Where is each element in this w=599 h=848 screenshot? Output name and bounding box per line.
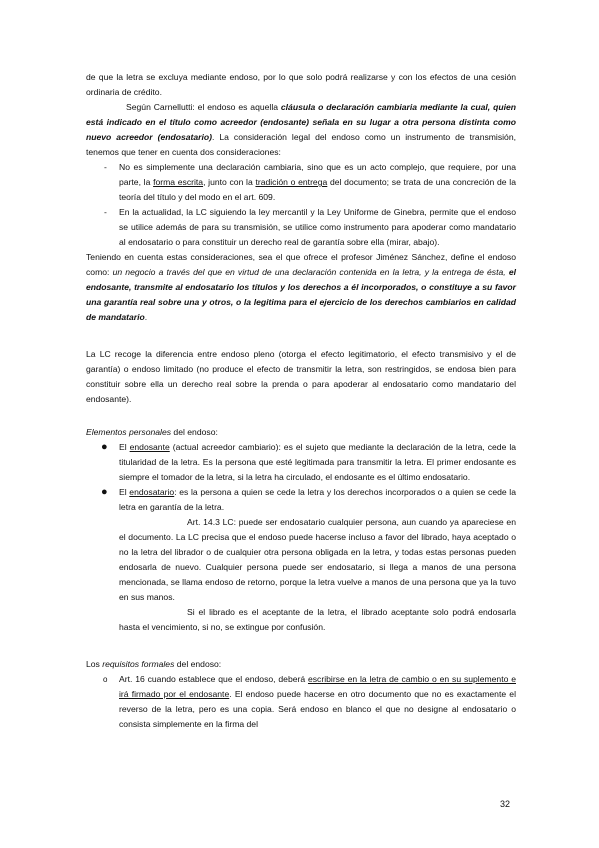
item-text: . El endoso puede hacerse en otro documento que no es exactamente el reverso de la letra, pero es una copia. Será endoso en blanco el que no designe al endosatario o consista simplemente en la firma del [119,689,516,729]
jimenez-italic: un negocio a través del que en virtud de una declaración contenida en la letra, y la entrega de ésta, [112,267,509,277]
paragraph-librado: Si el librado es el aceptante de la letra, el librado aceptante solo podrá endosarla hasta el vencimiento, si no, se extingue por confusión. [119,607,516,632]
list-item [86,205,516,250]
dash-marker: - [104,162,107,172]
paragraph-art-14: Art. 14.3 LC: puede ser endosatario cualquier persona, aun cuando ya apareciese en el documento. La LC precisa que el endoso puede hacerse incluso a favor del librado, haya aceptado o no la letra del librador o de cualquier otra persona obligada en la letra, y todas estas personas pueden endosarla de nuevo. Cualquier persona puede ser endosatario, si llega a manos de una persona mencionada, se llama endoso de retorno, porque la letra vuelve a manos de una persona que ya la tuvo en sus manos. [119,517,516,602]
document-page [86,70,516,732]
circle-marker: o [103,675,108,684]
paragraph-carnellutti [86,100,516,160]
jimenez-definition: el endosante, transmite al endosatario los títulos y los derechos a él incorporados, o constituye a su favor una garantía real sobre una y otros, o la legitima para el ejercicio de los derechos cambiarios en calidad de mandatario [86,267,516,322]
item-text: El [119,487,130,497]
carnellutti-intro: Según Carnellutti: el endoso es aquella [126,102,281,112]
list-item [86,160,516,205]
list-item [86,672,516,732]
jimenez-end: . [144,312,148,322]
dash-marker: - [104,207,107,217]
item-text: No es simplemente una declaración cambiaria, sino que es un acto complejo, que requiere, por una parte, la [119,162,516,187]
list-item [86,485,516,515]
item-text: El [119,442,130,452]
jimenez-intro: Teniendo en cuenta estas consideraciones, sea el que ofrece el profesor Jiménez Sánchez, define el endoso como: [86,252,516,277]
underlined-term: forma escrita [153,177,204,187]
heading-elementos-personales [86,425,516,440]
requisitos-rest: del endoso: [174,659,222,669]
item-text: , junto con la [203,177,256,187]
underlined-term: tradición o entrega [255,177,328,187]
item-text: del documento; se trata de una concreción de la teoría del título y del modo en el art. 609. [119,177,516,202]
considerations-list [86,160,516,250]
requisitos-italic: requisitos formales [102,659,175,669]
heading-requisitos-formales [86,657,516,672]
paragraph-jimenez-sanchez [86,250,516,325]
page-number: 32 [500,799,511,809]
bullet-marker: ● [101,441,108,453]
requisitos-prefix: Los [86,659,103,669]
paragraph-endoso-pleno: La LC recoge la diferencia entre endoso pleno (otorga el efecto legitimatorio, el efecto transmisivo y el de garantía) o endoso limitado (no produce el efecto de transmitir la letra, son restringidos, se endosa bien para constituir sobre ella un derecho real sobre la prenda o para apoderar al endosatario como mandatario del endosante). [86,349,516,404]
underlined-term: escribirse en la letra de cambio o en su suplemento e irá firmado por el endosante [119,674,516,699]
bullet-marker: ● [101,486,108,498]
list-item [86,440,516,485]
carnellutti-rest: . La consideración legal del endoso como un instrumento de transmisión, tenemos que tener en cuenta dos consideraciones: [86,132,516,157]
elementos-rest: del endoso: [171,427,218,437]
paragraph-cesion: de que la letra se excluya mediante endoso, por lo que solo podrá realizarse y con los efectos de una cesión ordinaria de crédito. [86,72,516,97]
item-text: (actual acreedor cambiario): es el sujeto que mediante la declaración de la letra, cede la titularidad de la letra. Es la persona que esté legitimada para transmitir la letra. El primer endosante es siempre el tomador de la letra, si la letra ha circulado, el endosante es el último endosatario. [119,442,517,482]
underlined-term: endosatario [129,487,175,497]
requisitos-list [86,672,516,732]
item-text: : es la persona a quien se cede la letra y los derechos incorporados o a quien se cede la letra en garantía de la letra. [119,487,516,512]
elementos-italic: Elementos personales [86,427,172,437]
item-text: Art. 16 cuando establece que el endoso, deberá [119,674,308,684]
elementos-list [86,440,516,515]
underlined-term: endosante [129,442,170,452]
carnellutti-definition: cláusula o declaración cambiaria mediante la cual, quien está indicado en el título como acreedor (endosante) señala en su lugar a otra persona distinta como nuevo acreedor (endosatario) [86,102,516,142]
item-text: En la actualidad, la LC siguiendo la ley mercantil y la Ley Uniforme de Ginebra, permite que el endoso se utilice además de para su transmisión, se utilice como instrumento para apoderar como mandatario al endosatario o para constituir un derecho real de garantía sobre ella (mirar, abajo). [119,207,516,247]
